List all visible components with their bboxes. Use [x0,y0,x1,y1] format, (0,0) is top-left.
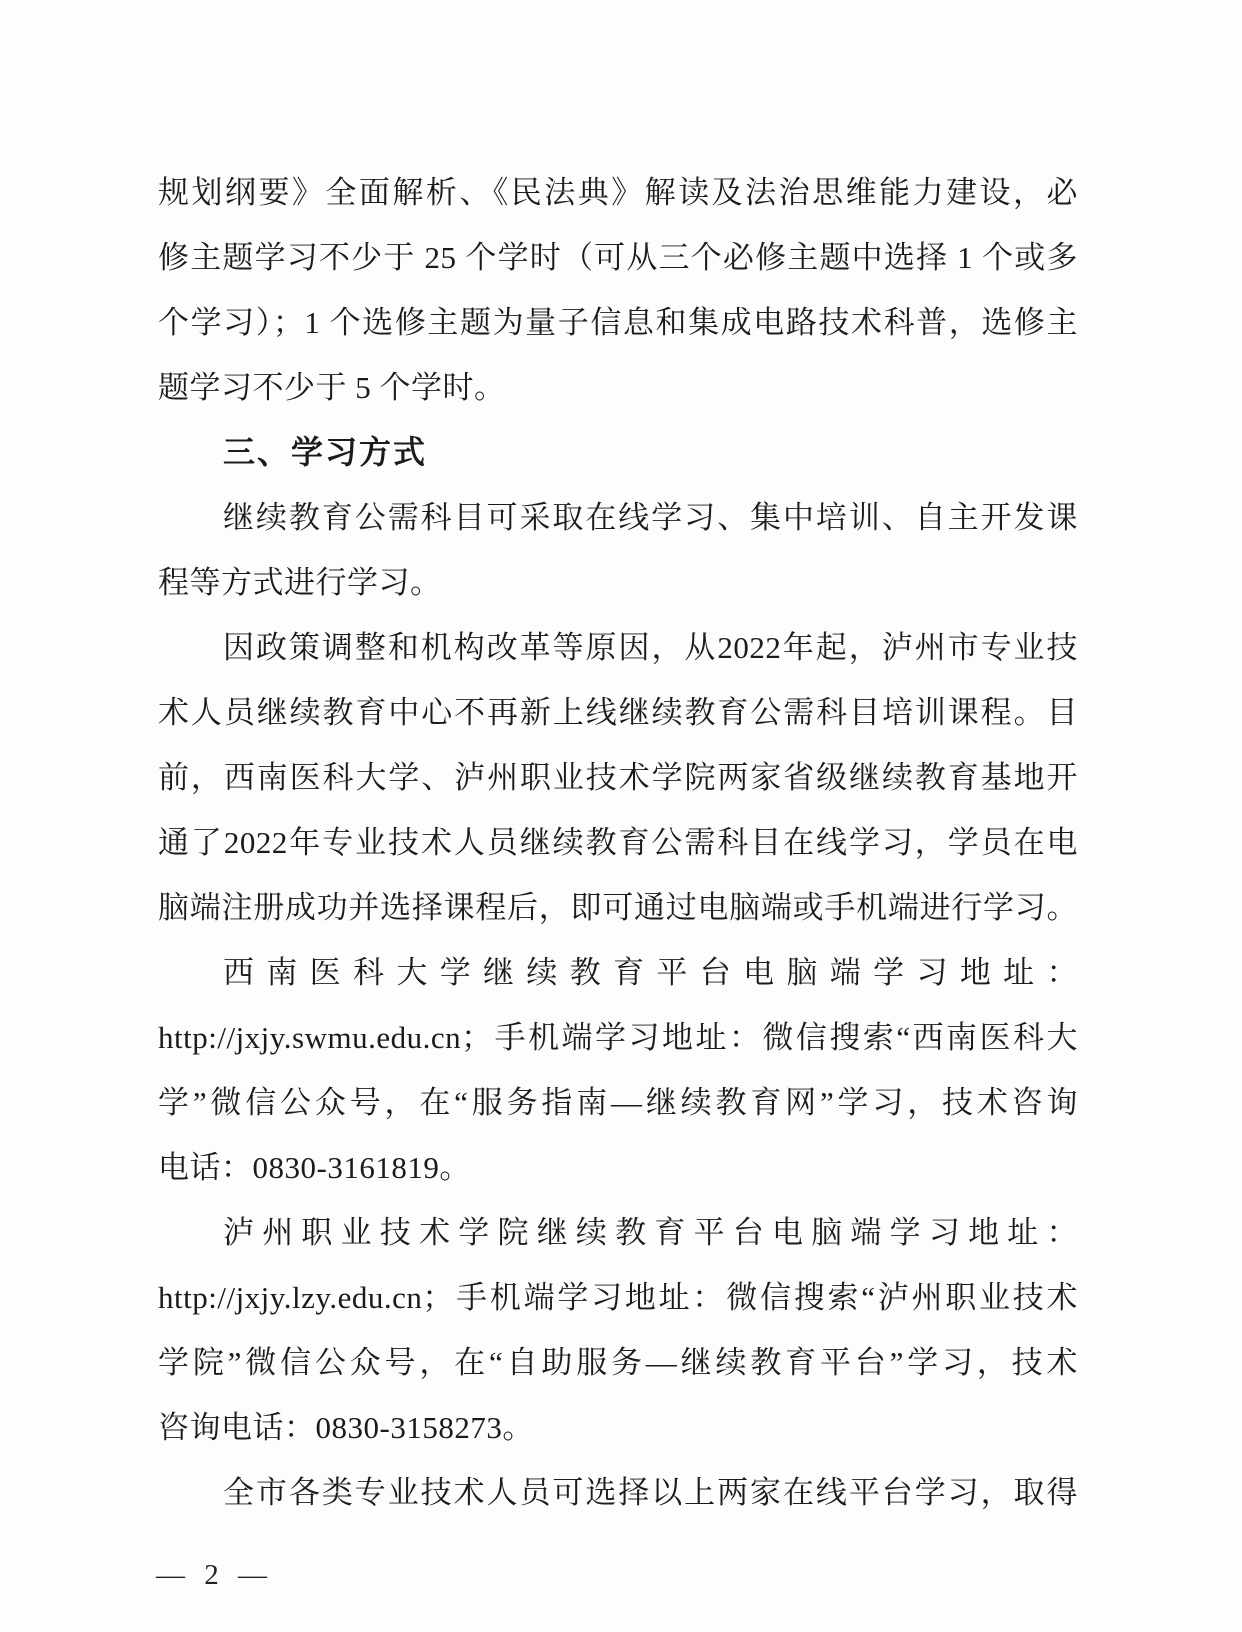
para4-line3: 学”微信公众号，在“服务指南—继续教育网”学习，技术咨询 [158,1085,1078,1120]
para3-line5: 脑端注册成功并选择课程后，即可通过电脑端或手机端进行学习。 [158,890,1078,925]
section-heading: 三、学习方式 [223,434,428,470]
para5-line2-lzy-url: http://jxjy.lzy.edu.cn；手机端学习地址：微信搜索“泸州职业技术 [158,1280,1078,1315]
page-number: — 2 — [156,1559,267,1591]
para2-line1: 继续教育公需科目可采取在线学习、集中培训、自主开发课 [223,500,1078,535]
para1-line1: 规划纲要》全面解析、《民法典》解读及法治思维能力建设，必 [158,175,1078,210]
para2-line2: 程等方式进行学习。 [158,565,442,600]
para1-line3: 个学习）；1 个选修主题为量子信息和集成电路技术科普，选修主 [158,305,1078,340]
para4-line1-swmu-platform: 西南医科大学继续教育平台电脑端学习地址： [223,955,1078,990]
para1-line4: 题学习不少于 5 个学时。 [158,370,506,405]
para3-line3: 前，西南医科大学、泸州职业技术学院两家省级继续教育基地开 [158,760,1078,795]
document-body [158,160,1078,1525]
para4-line2-swmu-url: http://jxjy.swmu.edu.cn；手机端学习地址：微信搜索“西南医科大 [158,1020,1078,1055]
para6-line1: 全市各类专业技术人员可选择以上两家在线平台学习，取得 [223,1475,1078,1510]
para4-line4-swmu-phone: 电话：0830-3161819。 [158,1150,471,1185]
para1-line2: 修主题学习不少于 25 个学时（可从三个必修主题中选择 1 个或多 [158,240,1078,275]
para5-line1-lzy-platform: 泸州职业技术学院继续教育平台电脑端学习地址： [223,1215,1078,1250]
para3-line4: 通了2022年专业技术人员继续教育公需科目在线学习，学员在电 [158,825,1078,860]
para3-line2: 术人员继续教育中心不再新上线继续教育公需科目培训课程。目 [158,695,1078,730]
para5-line4-lzy-phone: 咨询电话：0830-3158273。 [158,1410,534,1445]
para3-line1: 因政策调整和机构改革等原因，从2022年起，泸州市专业技 [223,630,1078,665]
para5-line3: 学院”微信公众号，在“自助服务—继续教育平台”学习，技术 [158,1345,1078,1380]
